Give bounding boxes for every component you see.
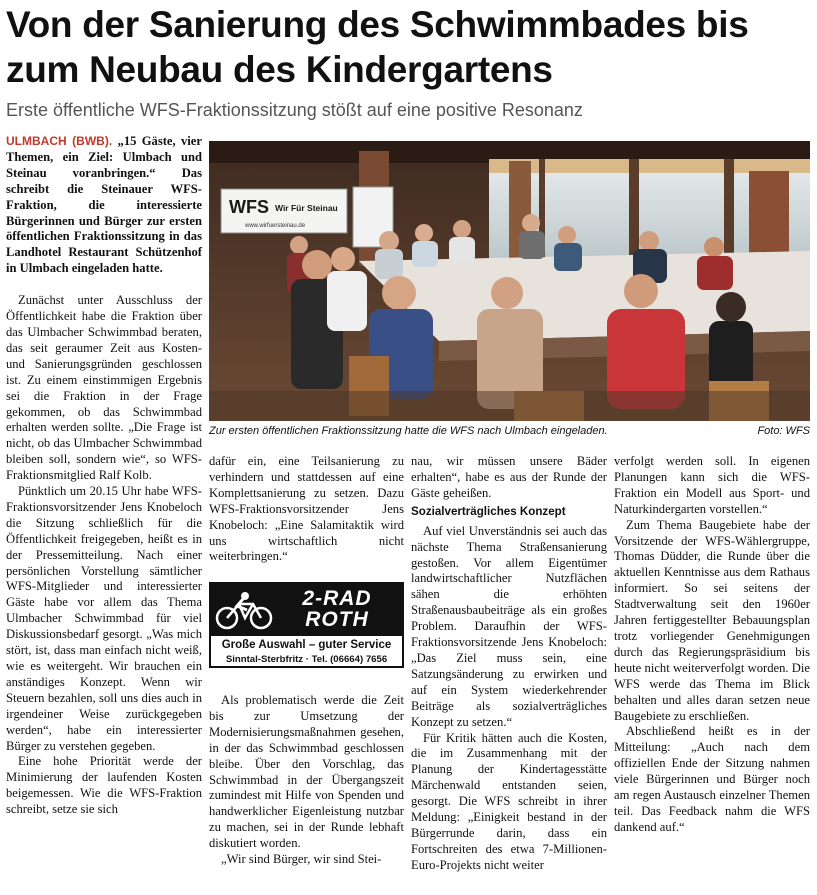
photo-caption-row bbox=[209, 424, 810, 438]
lead-text: „15 Gäste, vier Themen, ein Ziel: Ulmbach und Steinau voranbringen.“ Das schreibt die Steinauer WFS-Fraktion, die interessierte Bürgerinnen und Bürger zur ersten öffentlichen Fraktionssitzung in das Landhotel Restaurant Schützenhof in Ulmbach eingeladen hatte. bbox=[6, 134, 202, 276]
photo-credit: Foto: WFS bbox=[757, 425, 810, 437]
lead-paragraph bbox=[6, 134, 202, 277]
ad-name bbox=[275, 588, 399, 630]
article-photo bbox=[209, 141, 810, 421]
headline: Von der Sanierung des Schwimmbades bis zum Neubau des Kindergartens bbox=[6, 4, 749, 90]
photo-caption: Zur ersten öffentlichen Fraktionssitzung hatte die WFS nach Ulmbach eingeladen. bbox=[209, 425, 608, 437]
ad-slogan: Große Auswahl – guter Service bbox=[221, 639, 392, 651]
banner-sub: Wir Für Steinau bbox=[275, 203, 338, 213]
banner-text: WFS bbox=[229, 197, 269, 217]
column-2-bottom bbox=[209, 693, 404, 868]
ad-banner bbox=[211, 584, 402, 636]
ad-name-line2: ROTH bbox=[305, 608, 369, 631]
dateline: ULMBACH (BWB). bbox=[6, 134, 113, 148]
advertisement bbox=[209, 582, 404, 668]
section-heading: Sozialverträgliches Konzept bbox=[411, 504, 566, 518]
paragraph: Pünktlich um 20.15 Uhr habe WFS-Fraktionsvorsitzender Jens Knobeloch die Sitzung schließlich für die Öffentlichkeit freigegeben, heißt es in der Pressemitteilung. Nach einer persönlichen Vorstellung sämtlicher WFS-Mitglieder und interessierter Gäste habe vor allem das Thema Ulmbacher Schwimmbad für viel Diskussionsbedarf gesorgt. „Was mich stört, ist, dass man einfach nicht weiß, wie es weitergeht. Wir brauchen ein anständiges Konzept. Wenn wir Steuern bezahlen, soll uns dies auch in irgendeiner Weise zurückgegeben werden“, habe ein interessierter Bürger zu verstehen gegeben. bbox=[6, 484, 202, 753]
column-1 bbox=[6, 134, 202, 818]
banner-url: www.wirfuersteinau.de bbox=[245, 223, 306, 229]
subheadline: Erste öffentliche WFS-Fraktionssitzung stößt auf eine positive Resonanz bbox=[6, 100, 583, 120]
paragraph: Zunächst unter Ausschluss der Öffentlichkeit habe die Fraktion über das Ulmbacher Schwimmbad beraten, das seit geraumer Zeit aus Kosten- und Sanierungsgründen geschlossen ist. Zu einem einstimmigen Ergebnis sei die Fraktion in der Frage gekommen, ob das Schwimmbad erhalten werden sollte. „Die Frage ist nicht, ob das Ulmbacher Schwimmbad bleiben soll, sondern wie“, so WFS-Fraktionsmitglied Ralf Kolb. bbox=[6, 293, 202, 483]
paragraph: verfolgt werden soll. In eigenen Planungen kann sich die WFS-Fraktion ein Modell aus Sport- und Naturkindergarten vorstellen.“ bbox=[614, 454, 810, 516]
ad-contact: Sinntal-Sterbfritz · Tel. (06664) 7656 bbox=[225, 654, 388, 665]
paragraph: Zum Thema Baugebiete habe der Vorsitzende der WFS-Wählergruppe, Thomas Düdder, die Runde über die aktuellen Kenntnisse aus dem Rathaus informiert. So sei seitens der Stadtverwaltung seit den 1960er Jahren fertiggestellter Bebauungsplan trotz vorliegender Genehmigungen durch das Regierungspräsidium bis heute nicht weiterverfolgt worden. Die WFS werde das Thema im Blick behalten und alles daran setzen neue Baugebiete zu erschließen. bbox=[614, 517, 810, 723]
paragraph: Auf viel Unverständnis sei auch das nächste Thema Straßensanierung gestoßen. Vor allem Eigentümer landwirtschaftlicher Nutzflächen sähen die erhöhten Straßenausbaubeiträge als ein großes Problem. Daraufhin der WFS-Fraktionsvorsitzende Jens Knobeloch: „Das Ziel muss sein, eine Satzungsänderung zu erwirken und auf ein System wiederkehrender Beiträge als sozialverträgliches Konzept zu setzen.“ bbox=[411, 523, 607, 729]
paragraph: dafür ein, eine Teilsanierung zu verhindern und stattdessen auf eine Komplettsanierung zu setzen. Dazu WFS-Fraktionsvorsitzender Jens Knobeloch: „Eine Salamitaktik wird uns wirtschaftlich nicht weiterbringen.“ bbox=[209, 454, 404, 564]
paragraph: nau, wir müssen unsere Bäder erhalten“, habe es aus der Runde der Gäste geheißen. bbox=[411, 454, 607, 500]
column-4 bbox=[614, 454, 810, 836]
paragraph: Als problematisch werde die Zeit bis zur Umsetzung der Modernisierungsmaßnahmen gesehen, in der das Schwimmbad geschlossen bleibe. Über den Vorschlag, das Schwimmbad in der Übergangszeit zumindest mit Hilfe von Spenden und handwerklicher Eigenleistung nutzbar zu machen, sei in der Runde lebhaft diskutiert worden. bbox=[209, 693, 404, 851]
paragraph: Eine hohe Priorität werde der Minimierung der laufenden Kosten beigemessen. Wie die WFS-Fraktion schreibt, setze sie sich bbox=[6, 754, 202, 817]
meeting-photo-illustration bbox=[209, 141, 810, 421]
bicycle-icon bbox=[215, 590, 273, 630]
ad-name-line1: 2-RAD bbox=[302, 587, 372, 610]
column-2 bbox=[209, 454, 404, 565]
paragraph: „Wir sind Bürger, wir sind Stei- bbox=[221, 852, 382, 867]
paragraph: Für Kritik hätten auch die Kosten, die im Zusammenhang mit der Planung der Kindertagesstätte Märchenwald entstanden seien, gesorgt. Die WFS schreibt in ihrer Meldung: „Einigkeit bestand in der Bürgerrunde darin, dass ein Fortschreiten des etwa 7-Millionen-Euro-Projekts nicht weiter bbox=[411, 730, 607, 872]
paragraph: Abschließend heißt es in der Mitteilung: „Auch nach dem offiziellen Ende der Sitzung nahmen viele Bürgerinnen und Bürger noch am regen Austausch einzelner Themen teil. Das Feedback nahm die WFS dankend auf.“ bbox=[614, 724, 810, 834]
column-3 bbox=[411, 454, 607, 874]
